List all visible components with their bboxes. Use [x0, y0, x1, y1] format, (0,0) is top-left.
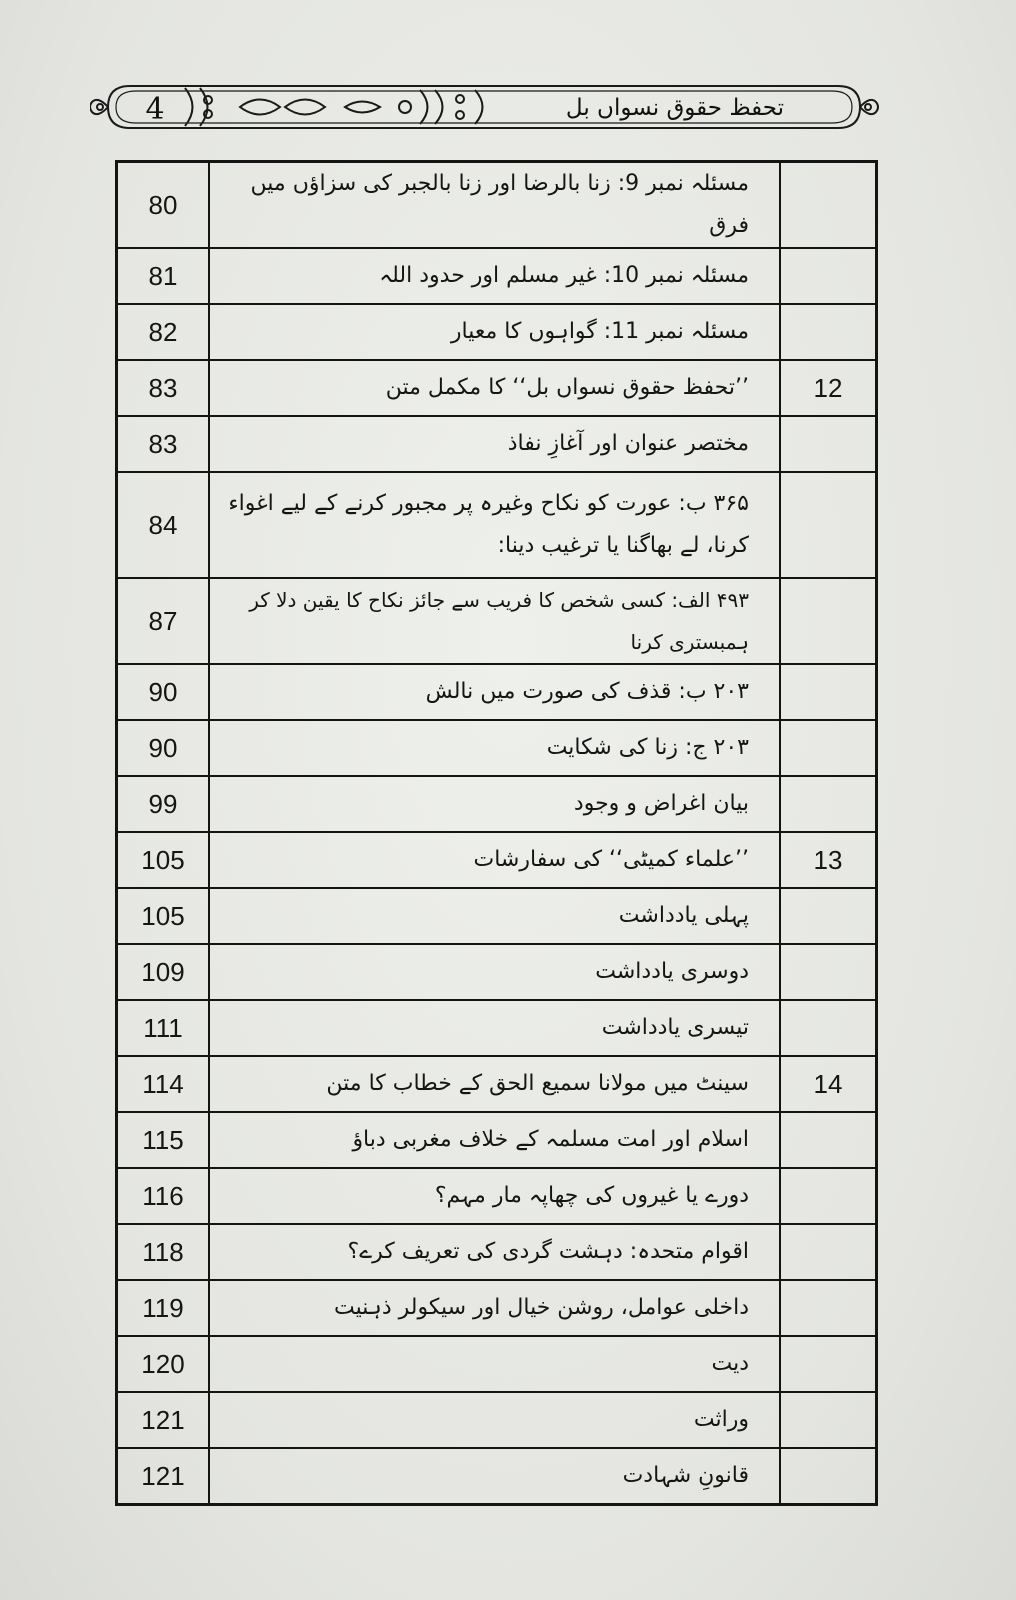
entry-title: اقوام متحدہ: دہشت گردی کی تعریف کرے؟	[209, 1224, 780, 1280]
table-row	[117, 578, 877, 664]
table-row	[117, 304, 877, 360]
chapter-number-cell	[780, 248, 877, 304]
table-row	[117, 776, 877, 832]
entry-title: مسئلہ نمبر 10: غیر مسلم اور حدود اللہ	[209, 248, 780, 304]
chapter-number-cell	[780, 304, 877, 360]
chapter-number-cell	[780, 1392, 877, 1448]
entry-title: ۲۰۳ ج: زنا کی شکایت	[209, 720, 780, 776]
chapter-number-cell	[780, 578, 877, 664]
entry-title: تیسری یادداشت	[209, 1000, 780, 1056]
entry-title: اسلام اور امت مسلمہ کے خلاف مغربی دباؤ	[209, 1112, 780, 1168]
entry-title: مختصر عنوان اور آغازِ نفاذ	[209, 416, 780, 472]
page-number: 4	[145, 92, 165, 127]
entry-title: وراثت	[209, 1392, 780, 1448]
entry-title: بیان اغراض و وجود	[209, 776, 780, 832]
table-row	[117, 944, 877, 1000]
page-number-cell: 116	[117, 1168, 210, 1224]
entry-title: ۲۰۳ ب: قذف کی صورت میں نالش	[209, 664, 780, 720]
table-row	[117, 1168, 877, 1224]
table-row	[117, 1112, 877, 1168]
table-row	[117, 888, 877, 944]
chapter-number-cell	[780, 1336, 877, 1392]
table-row	[117, 248, 877, 304]
chapter-number-cell: 13	[780, 832, 877, 888]
page-number-cell: 115	[117, 1112, 210, 1168]
page-number-cell: 119	[117, 1280, 210, 1336]
table-row	[117, 162, 877, 249]
chapter-number-cell	[780, 888, 877, 944]
chapter-number-cell	[780, 472, 877, 578]
page-number-cell: 90	[117, 664, 210, 720]
entry-title: ۳۶۵ ب: عورت کو نکاح وغیرہ پر مجبور کرنے کے لیے اغواء کرنا، لے بھاگنا یا ترغیب دینا:	[209, 472, 780, 578]
chapter-number-cell	[780, 664, 877, 720]
page-number-cell: 121	[117, 1448, 210, 1505]
chapter-number-cell	[780, 720, 877, 776]
page-number-cell: 99	[117, 776, 210, 832]
page-number-cell: 105	[117, 832, 210, 888]
entry-title: مسئلہ نمبر 11: گواہوں کا معیار	[209, 304, 780, 360]
table-row	[117, 1056, 877, 1112]
page-number-cell: 114	[117, 1056, 210, 1112]
chapter-number-cell	[780, 1280, 877, 1336]
page-number-cell: 120	[117, 1336, 210, 1392]
chapter-number-cell	[780, 162, 877, 249]
page-number-cell: 118	[117, 1224, 210, 1280]
table-row	[117, 1000, 877, 1056]
chapter-number-cell	[780, 1112, 877, 1168]
page-number-cell: 109	[117, 944, 210, 1000]
page-number-cell: 82	[117, 304, 210, 360]
chapter-number-cell	[780, 1224, 877, 1280]
table-row	[117, 416, 877, 472]
table-row	[117, 1224, 877, 1280]
page-number-cell: 80	[117, 162, 210, 249]
chapter-number-cell	[780, 776, 877, 832]
page-number-cell: 105	[117, 888, 210, 944]
entry-title: دورے یا غیروں کی چھاپہ مار مہم؟	[209, 1168, 780, 1224]
entry-title: دیت	[209, 1336, 780, 1392]
entry-title: پہلی یادداشت	[209, 888, 780, 944]
entry-title: سینٹ میں مولانا سمیع الحق کے خطاب کا متن	[209, 1056, 780, 1112]
page-number-cell: 83	[117, 360, 210, 416]
table-row	[117, 1336, 877, 1392]
entry-title: ’’تحفظ حقوق نسواں بل‘‘ کا مکمل متن	[209, 360, 780, 416]
table-row	[117, 1448, 877, 1505]
table-of-contents	[115, 160, 878, 1506]
entry-title: دوسری یادداشت	[209, 944, 780, 1000]
table-row	[117, 664, 877, 720]
page-number-cell: 121	[117, 1392, 210, 1448]
running-header-title: تحفظ حقوق نسواں بل	[565, 95, 785, 121]
entry-title: ’’علماء کمیٹی‘‘ کی سفارشات	[209, 832, 780, 888]
page-number-cell: 84	[117, 472, 210, 578]
table-row	[117, 472, 877, 578]
table-row	[117, 1280, 877, 1336]
entry-title: داخلی عوامل، روشن خیال اور سیکولر ذہنیت	[209, 1280, 780, 1336]
entry-title: ۴۹۳ الف: کسی شخص کا فریب سے جائز نکاح کا یقین دلا کر ہمبستری کرنا	[209, 578, 780, 664]
table-row	[117, 832, 877, 888]
chapter-number-cell: 14	[780, 1056, 877, 1112]
chapter-number-cell	[780, 1000, 877, 1056]
entry-title: مسئلہ نمبر 9: زنا بالرضا اور زنا بالجبر کی سزاؤں میں فرق	[209, 162, 780, 249]
table-row	[117, 1392, 877, 1448]
page-number-cell: 111	[117, 1000, 210, 1056]
chapter-number-cell	[780, 416, 877, 472]
chapter-number-cell	[780, 1448, 877, 1505]
page-number-cell: 87	[117, 578, 210, 664]
chapter-number-cell: 12	[780, 360, 877, 416]
page-number-cell: 83	[117, 416, 210, 472]
chapter-number-cell	[780, 1168, 877, 1224]
table-row	[117, 720, 877, 776]
page-number-cell: 90	[117, 720, 210, 776]
entry-title: قانونِ شہادت	[209, 1448, 780, 1505]
chapter-number-cell	[780, 944, 877, 1000]
page-number-cell: 81	[117, 248, 210, 304]
table-row	[117, 360, 877, 416]
